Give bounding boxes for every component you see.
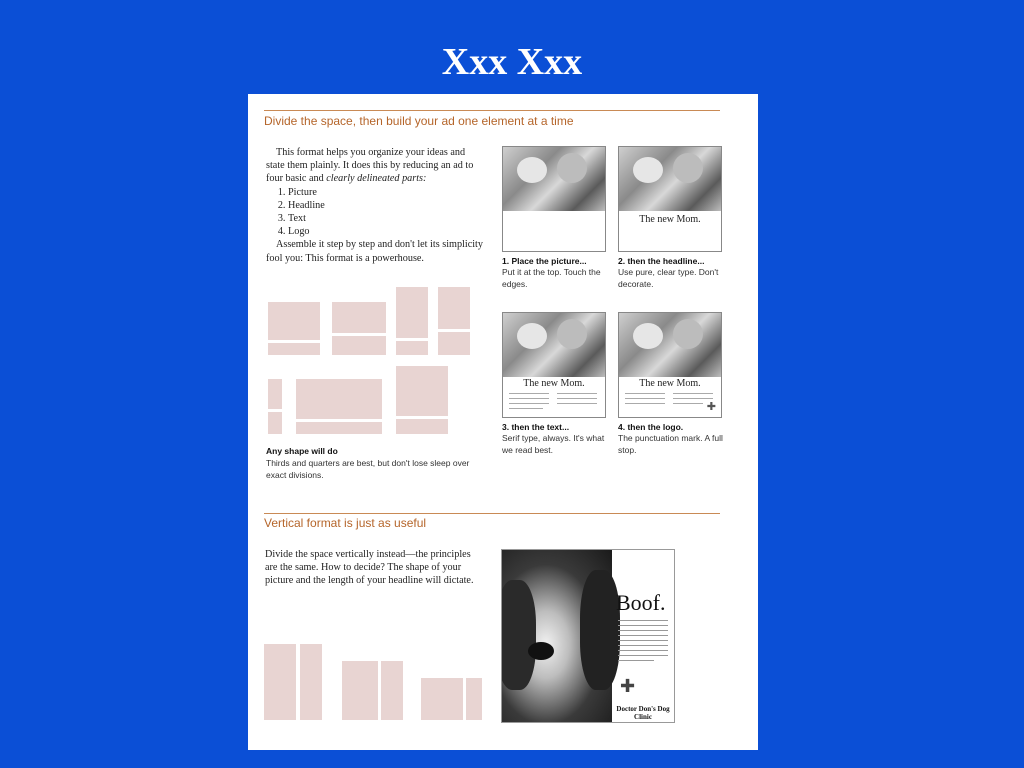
layout-diagram-box [438, 287, 470, 329]
layout-diagram-box [332, 336, 386, 355]
intro-outro: Assemble it step by step and don't let its simplicity fool you: This format is a powerhouse. [266, 239, 483, 264]
slide-title: Xxx Xxx [441, 41, 583, 83]
section1-heading: Divide the space, then build your ad one element at a time [264, 114, 574, 128]
layout-diagram-box [396, 366, 448, 416]
parts-item: 1. Picture [288, 186, 484, 199]
layout-diagram-box [296, 422, 382, 434]
shapes-caption-title: Any shape will do [266, 446, 338, 456]
ad-photo [503, 313, 605, 377]
section2-text: Divide the space vertically instead—the principles are the same. How to decide? The shape of your picture and the length of your headline will dictate. [265, 549, 474, 587]
layout-diagram-box [381, 661, 403, 720]
parts-item: 3. Text [288, 212, 484, 225]
layout-diagram-box [438, 332, 470, 355]
ad-headline: The new Mom. [639, 378, 701, 389]
scanned-page [248, 94, 758, 750]
step-title: 3. then the text... [502, 422, 570, 432]
layout-diagram-box [342, 661, 378, 720]
sample-ad-step1 [502, 146, 606, 252]
step-title: 4. then the logo. [618, 422, 684, 432]
parts-item: 4. Logo [288, 225, 484, 238]
sample-ad-step3 [502, 312, 606, 418]
intro-text: This format helps you organize your ideas and state them plainly. It does this by reducing an ad to four basic and [266, 147, 474, 185]
ad-footer: Doctor Don's Dog Clinic [616, 705, 670, 721]
section1-intro [266, 146, 484, 265]
parts-list [266, 186, 484, 239]
step-text: Use pure, clear type. Don't decorate. [618, 267, 719, 289]
layout-diagram-box [396, 287, 428, 338]
dog-photo [502, 550, 612, 722]
layout-diagram-box [268, 302, 320, 340]
step-title: 2. then the headline... [618, 256, 705, 266]
step-text: The punctuation mark. A full stop. [618, 433, 723, 455]
layout-diagram-box [268, 379, 282, 409]
shapes-caption-text: Thirds and quarters are best, but don't lose sleep over exact divisions. [266, 458, 470, 480]
parts-item: 2. Headline [288, 199, 484, 212]
ad-headline: The new Mom. [639, 214, 701, 225]
section2-heading: Vertical format is just as useful [264, 516, 427, 530]
layout-diagram-box [264, 644, 296, 720]
layout-diagram-box [421, 678, 463, 720]
intro-emphasis: clearly delineated parts: [326, 173, 427, 185]
sample-ad-vertical [501, 549, 675, 723]
layout-diagram-box [268, 412, 282, 434]
layout-diagram-box [296, 379, 382, 419]
layout-diagram-box [268, 343, 320, 355]
ad-photo [503, 147, 605, 211]
sample-ad-step4 [618, 312, 722, 418]
layout-diagram-box [466, 678, 482, 720]
cross-icon: ✚ [706, 401, 716, 413]
cross-icon: ✚ [620, 676, 636, 696]
ad-photo [619, 313, 721, 377]
sample-ad-step2 [618, 146, 722, 252]
layout-diagram-box [332, 302, 386, 333]
layout-diagram-box [396, 419, 448, 434]
section-rule [264, 513, 720, 514]
layout-diagram-box [300, 644, 322, 720]
ad-headline: Boof. [616, 590, 666, 615]
ad-headline: The new Mom. [523, 378, 585, 389]
step-text: Put it at the top. Touch the edges. [502, 267, 601, 289]
layout-diagram-box [396, 341, 428, 355]
step-text: Serif type, always. It's what we read best. [502, 433, 605, 455]
section-rule [264, 110, 720, 111]
step-title: 1. Place the picture... [502, 256, 587, 266]
ad-photo [619, 147, 721, 211]
